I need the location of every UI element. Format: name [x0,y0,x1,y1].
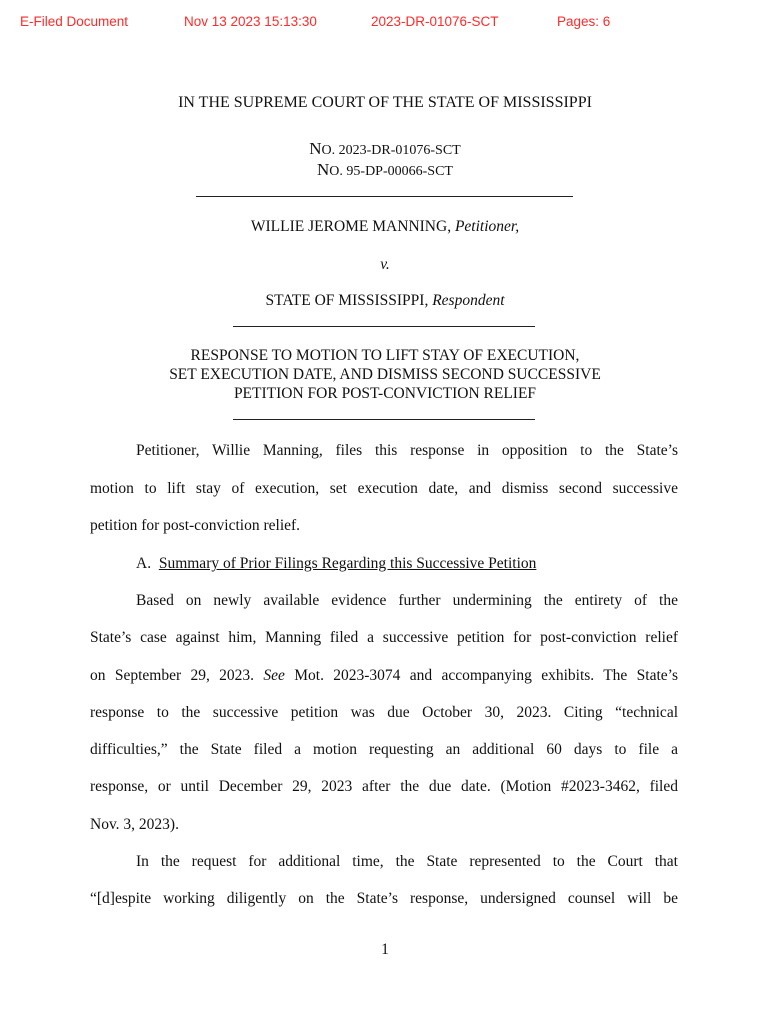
respondent-line [0,292,770,310]
body-line: difficulties,” the State filed a motion requesting an additional 60 days to file a [90,741,678,758]
case-number-2 [0,160,770,180]
body-line: Petitioner, Willie Manning, files this response in opposition to the State’s [136,442,678,459]
efiled-stamp: E-Filed Document [20,14,129,29]
document-title-line-3: PETITION FOR POST-CONVICTION RELIEF [233,385,537,402]
versus: v. [380,256,390,273]
body-text: on September 29, 2023. [90,667,264,684]
body-text: Mot. 2023-3074 and accompanying exhibits. The State’s [284,667,678,684]
court-name: IN THE SUPREME COURT OF THE STATE OF MISSISSIPPI [178,94,592,111]
body-line: State’s case against him, Manning filed a successive petition for post-conviction relief [90,629,678,646]
body-line: “[d]espite working diligently on the State’s response, undersigned counsel will be [90,890,678,907]
document-title-line-2: SET EXECUTION DATE, AND DISMISS SECOND SUCCESSIVE [169,366,601,383]
document-title-line-1: RESPONSE TO MOTION TO LIFT STAY OF EXECUTION, [190,347,580,364]
citation-signal: See [263,667,285,684]
body-line: response, or until December 29, 2023 after the due date. (Motion #2023-3462, filed [90,778,678,795]
case-number-2-rest: O. 95-DP-00066-SCT [329,164,453,179]
efiled-datetime: Nov 13 2023 15:13:30 [184,14,317,29]
case-number-1-prefix: N [309,139,322,158]
respondent-name: STATE OF MISSISSIPPI, [265,292,433,309]
case-number-1-rest: O. 2023-DR-01076-SCT [321,143,461,158]
section-heading [136,555,678,573]
body-line: petition for post-conviction relief. [90,517,301,534]
petitioner-role: Petitioner, [454,218,520,235]
body-line: In the request for additional time, the State represented to the Court that [136,853,678,870]
body-line [90,667,678,685]
respondent-role: Respondent [432,292,505,309]
petitioner-name: WILLIE JEROME MANNING, [250,218,455,235]
efiled-page-count: Pages: 6 [557,14,611,29]
caption-divider [196,196,573,197]
page-number: 1 [381,941,389,958]
title-divider-top [233,326,535,327]
body-line: response to the successive petition was due October 30, 2023. Citing “technical [90,704,678,721]
petitioner-line [0,218,770,236]
case-number-2-prefix: N [317,160,330,179]
case-number-1 [0,139,770,159]
efiled-case-number: 2023-DR-01076-SCT [371,14,499,29]
section-heading-letter: A. [136,555,152,572]
title-divider-bottom [233,419,535,420]
section-heading-text: Summary of Prior Filings Regarding this Successive Petition [158,555,537,572]
body-line: Nov. 3, 2023). [90,816,179,833]
body-line: motion to lift stay of execution, set execution date, and dismiss second successive [90,480,678,497]
body-line: Based on newly available evidence further undermining the entirety of the [136,592,678,609]
